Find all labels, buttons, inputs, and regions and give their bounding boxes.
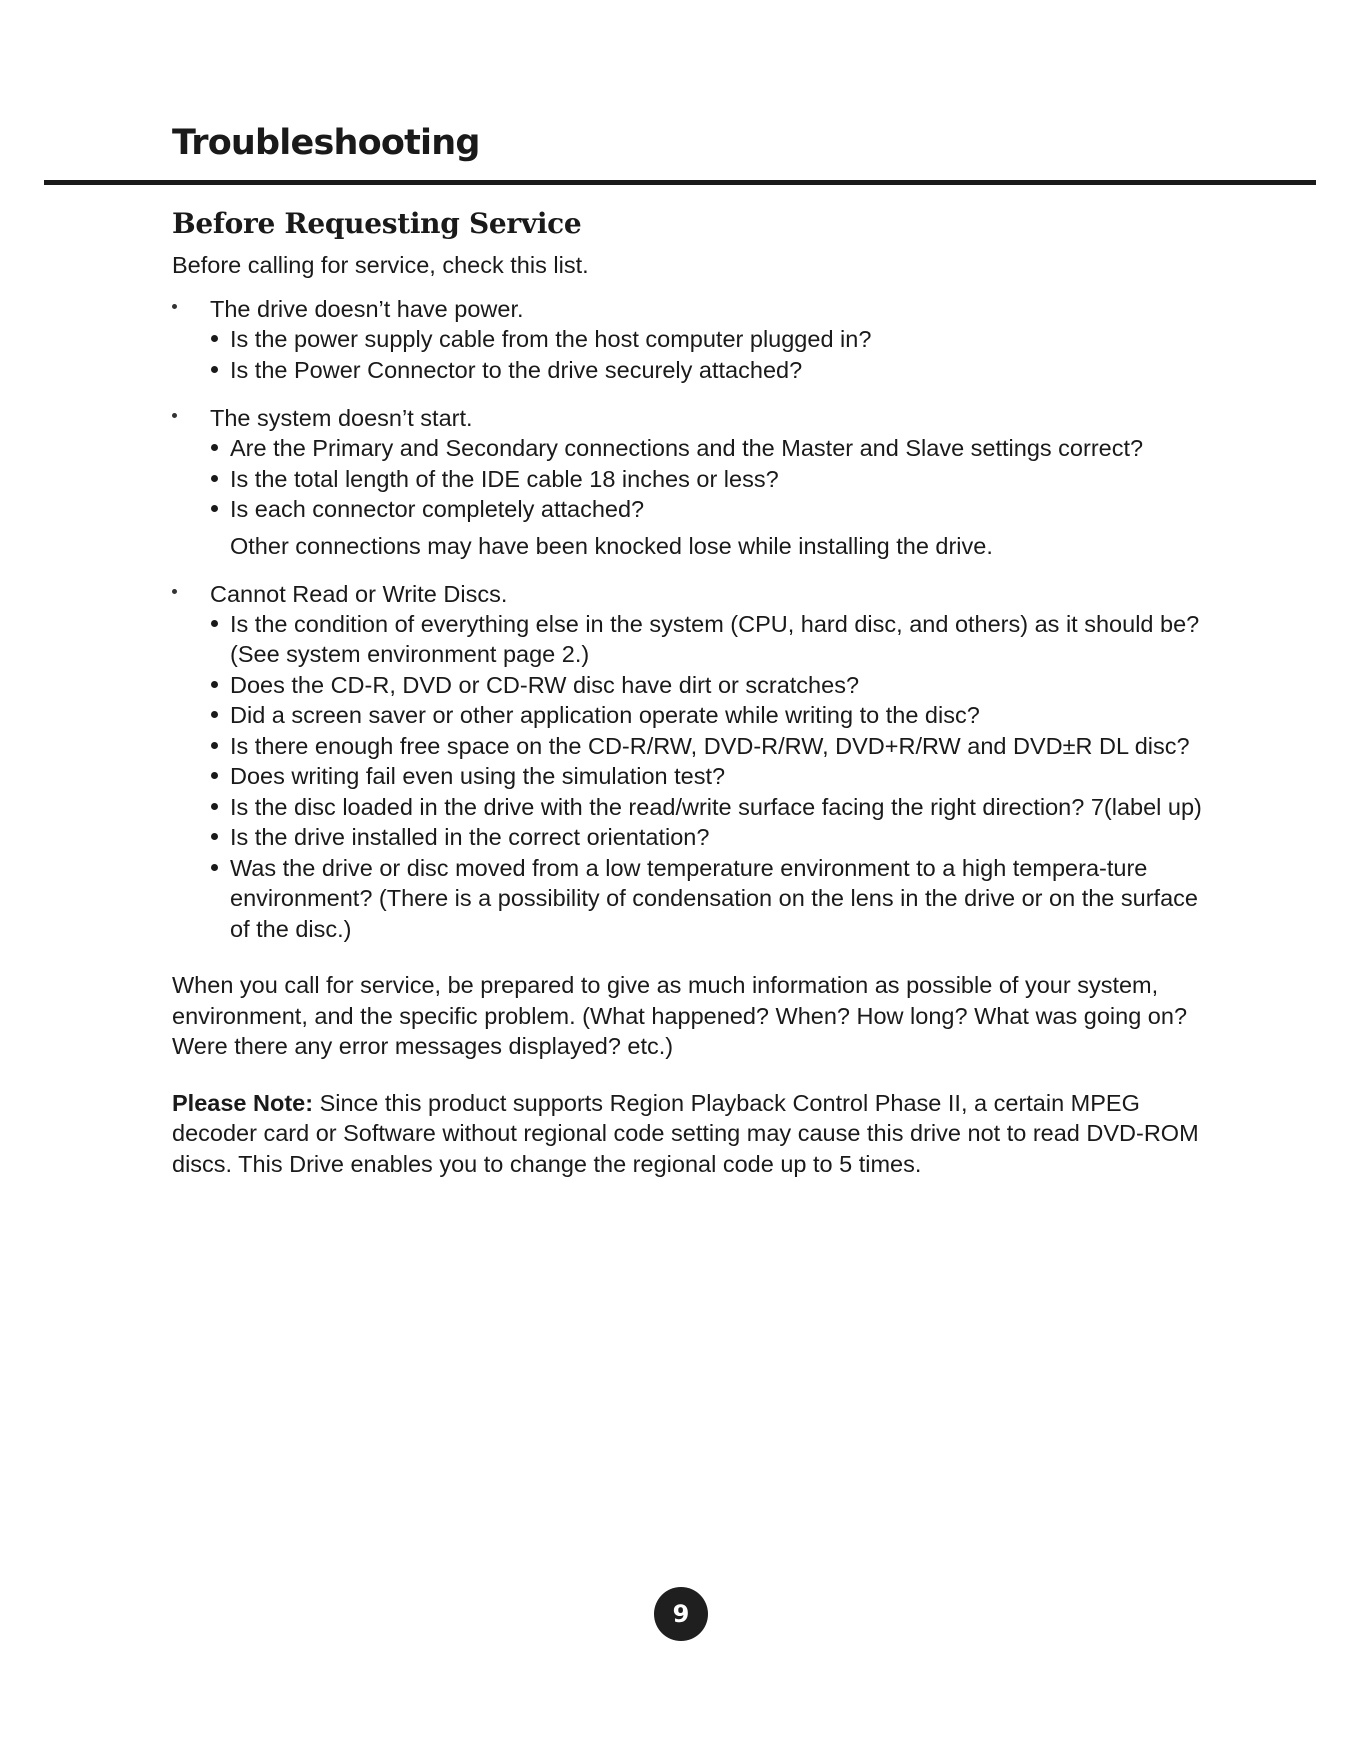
document-body <box>172 204 1202 1179</box>
bullet-dot-icon <box>211 742 218 749</box>
page-number-badge <box>654 1587 708 1641</box>
topic-item <box>172 294 1202 385</box>
check-list <box>210 609 1202 945</box>
bullet-dot-icon <box>211 505 218 512</box>
check-text: Is the power supply cable from the host computer plugged in? <box>230 326 872 352</box>
bullet-dot-icon <box>211 772 218 779</box>
check-text: Does writing fail even using the simulation test? <box>230 763 726 789</box>
page-number: 9 <box>672 1600 690 1628</box>
check-list <box>210 324 1202 385</box>
check-item <box>230 464 1202 495</box>
topic-label: The system doesn’t start. <box>210 405 473 431</box>
topic-note: Other connections may have been knocked lose while installing the drive. <box>230 532 993 559</box>
bullet-dot-icon <box>211 864 218 871</box>
check-item <box>230 853 1202 945</box>
check-item <box>230 792 1202 823</box>
bullet-icon <box>172 589 177 594</box>
bullet-dot-icon <box>211 366 218 373</box>
check-text: Does the CD-R, DVD or CD-RW disc have dirt or scratches? <box>230 671 860 698</box>
check-item <box>230 609 1202 670</box>
bullet-dot-icon <box>211 833 218 840</box>
bullet-dot-icon <box>211 711 218 718</box>
check-text: Is the condition of everything else in the system (CPU, hard disc, and others) as it should be? (See system environment page 2.) <box>230 610 1200 667</box>
bullet-dot-icon <box>211 444 218 451</box>
check-item <box>230 822 1202 853</box>
check-text: Is the total length of the IDE cable 18 inches or less? <box>230 465 779 492</box>
check-text: Did a screen saver or other application operate while writing to the disc? <box>230 702 980 728</box>
service-paragraph: When you call for service, be prepared to give as much information as possible of your system, environment, and the specific problem. (What happened? When? How long? What was going on? Were there any error messages displayed? etc.) <box>172 972 1188 1059</box>
intro-text: Before calling for service, check this list. <box>172 252 589 278</box>
check-text: Are the Primary and Secondary connections and the Master and Slave settings correct? <box>230 435 1144 461</box>
check-text: Was the drive or disc moved from a low temperature environment to a high tempera-ture environment? (There is a possibility of condensation on the lens in the drive or on the surface of the disc.) <box>230 854 1198 942</box>
check-text: Is each connector completely attached? <box>230 496 645 522</box>
check-text: Is the drive installed in the correct orientation? <box>230 824 710 850</box>
topic-label: The drive doesn’t have power. <box>210 296 524 322</box>
check-item <box>230 700 1202 731</box>
please-note-paragraph <box>172 1088 1202 1180</box>
bullet-dot-icon <box>211 803 218 810</box>
check-item <box>230 761 1202 792</box>
check-item <box>230 494 1202 525</box>
topic-item <box>172 579 1202 945</box>
title-divider <box>44 180 1316 185</box>
topic-label: Cannot Read or Write Discs. <box>210 580 508 607</box>
bullet-icon <box>172 304 177 309</box>
bullet-dot-icon <box>211 335 218 342</box>
check-text: Is the disc loaded in the drive with the read/write surface facing the right direction? 7(label up) <box>230 793 1202 820</box>
topic-item <box>172 403 1202 561</box>
page-title: Troubleshooting <box>172 123 480 163</box>
check-item <box>230 355 1202 386</box>
section-heading: Before Requesting Service <box>172 207 582 240</box>
check-item <box>230 324 1202 355</box>
bullet-dot-icon <box>211 681 218 688</box>
troubleshooting-list <box>172 294 1202 944</box>
check-text: Is there enough free space on the CD-R/RW, DVD-R/RW, DVD+R/RW and DVD±R DL disc? <box>230 732 1190 759</box>
check-list <box>210 433 1202 525</box>
check-item <box>230 731 1202 762</box>
bullet-icon <box>172 413 177 418</box>
bullet-dot-icon <box>211 475 218 482</box>
check-item <box>230 433 1202 464</box>
please-note-label: Please Note: <box>172 1089 314 1116</box>
please-note-text: Since this product supports Region Playback Control Phase II, a certain MPEG decoder card or Software without regional code setting may cause this drive not to read DVD-ROM discs. This Drive enables you to change the regional code up to 5 times. <box>172 1089 1199 1177</box>
bullet-dot-icon <box>211 620 218 627</box>
check-text: Is the Power Connector to the drive securely attached? <box>230 356 803 383</box>
check-item <box>230 670 1202 701</box>
